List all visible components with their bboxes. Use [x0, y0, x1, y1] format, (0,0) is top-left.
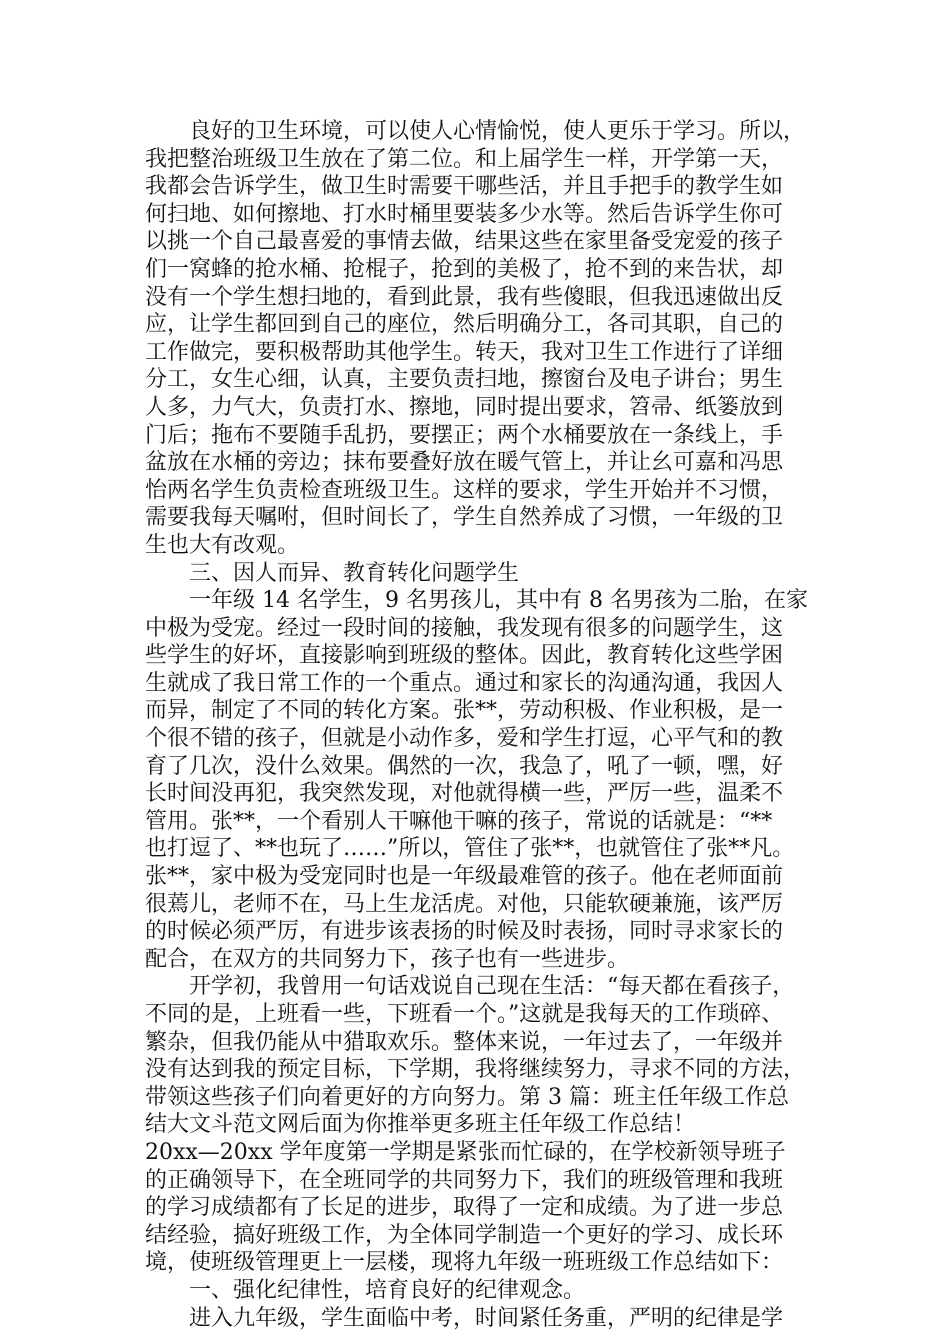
text-line: 结经验，搞好班级工作，为全体同学制造一个更好的学习、成长环: [145, 1222, 784, 1248]
text-line: 生也大有改观。: [145, 532, 300, 558]
text-line: 我都会告诉学生，做卫生时需要干哪些活，并且手把手的教学生如: [145, 174, 784, 200]
text-line: 良好的卫生环境，可以使人心情愉悦，使人更乐于学习。所以，: [145, 119, 806, 144]
text-line: 结大文斗范文网后面为你推举更多班主任年级工作总结！: [145, 1112, 696, 1138]
text-line: 我把整治班级卫生放在了第二位。和上届学生一样，开学第一天，: [145, 146, 784, 172]
text-line: 盆放在水桶的旁边；抹布要叠好放在暖气管上，并让幺可嘉和冯思: [145, 450, 784, 476]
text-line: 工作做完，要积极帮助其他学生。转天，我对卫生工作进行了详细: [145, 339, 784, 365]
text-line: 张**，家中极为受宠同时也是一年级最难管的孩子。他在老师面前: [145, 864, 784, 890]
text-line: 没有一个学生想扫地的，看到此景，我有些傻眼，但我迅速做出反: [145, 284, 784, 310]
text-line: 分工，女生心细，认真，主要负责扫地，擦窗台及电子讲台；男生: [145, 367, 784, 393]
text-line: 管用。张**，一个看别人干嘛他干嘛的孩子，常说的话就是：“**: [145, 808, 773, 834]
text-line: 何扫地、如何擦地、打水时桶里要装多少水等。然后告诉学生你可: [145, 201, 784, 227]
section-heading: 一、强化纪律性，培育良好的纪律观念。: [145, 1277, 586, 1303]
text-line: 一年级 14 名学生，9 名男孩儿，其中有 8 名男孩为二胎，在家: [145, 588, 808, 614]
text-line: 门后；拖布不要随手乱扔，要摆正；两个水桶要放在一条线上，手: [145, 422, 784, 448]
text-line: 配合，在双方的共同努力下，孩子也有一些进步。: [145, 946, 630, 972]
text-line: 长时间没再犯，我突然发现，对他就得横一些，严厉一些，温柔不: [145, 781, 784, 807]
text-line: 而异，制定了不同的转化方案。张**，劳动积极、作业积极，是一: [145, 698, 784, 724]
text-line: 应，让学生都回到自己的座位，然后明确分工，各司其职，自己的: [145, 312, 784, 338]
text-line: 怡两名学生负责检查班级卫生。这样的要求，学生开始并不习惯，: [145, 477, 784, 503]
text-line: 中极为受宠。经过一段时间的接触，我发现有很多的问题学生，这: [145, 615, 784, 641]
text-line: 的时候必须严厉，有进步该表扬的时候及时表扬，同时寻求家长的: [145, 919, 784, 945]
text-line: 没有达到我的预定目标，下学期，我将继续努力，寻求不同的方法，: [145, 1057, 806, 1083]
text-line: 以挑一个自己最喜爱的事情去做，结果这些在家里备受宠爱的孩子: [145, 229, 784, 255]
document-body: [145, 118, 835, 1332]
section-heading: 三、因人而异、教育转化问题学生: [145, 560, 520, 586]
text-line: 20xx—20xx 学年度第一学期是紧张而忙碌的，在学校新领导班子: [145, 1139, 786, 1165]
text-line: 些学生的好坏，直接影响到班级的整体。因此，教育转化这些学困: [145, 643, 784, 669]
text-line: 个很不错的孩子，但就是小动作多，爱和学生打逗，心平气和的教: [145, 726, 784, 752]
text-line: 生就成了我日常工作的一个重点。通过和家长的沟通沟通，我因人: [145, 670, 784, 696]
text-line: 境，使班级管理更上一层楼，现将九年级一班班级工作总结如下：: [145, 1250, 784, 1276]
text-line: 很蔫儿，老师不在，马上生龙活虎。对他，只能软硬兼施，该严厉: [145, 891, 784, 917]
text-line: 的正确领导下，在全班同学的共同努力下，我们的班级管理和我班: [145, 1167, 784, 1193]
text-line: 们一窝蜂的抢水桶、抢棍子，抢到的美极了，抢不到的来告状，却: [145, 256, 784, 282]
text-line: 育了几次，没什么效果。偶然的一次，我急了，吼了一顿，嘿，好: [145, 753, 784, 779]
text-line: 的学习成绩都有了长足的进步，取得了一定和成绩。为了进一步总: [145, 1195, 784, 1221]
text-line: 带领这些孩子们向着更好的方向努力。第 3 篇：班主任年级工作总: [145, 1084, 789, 1110]
text-line: 不同的是，上班看一些，下班看一个。”这就是我每天的工作琐碎、: [145, 1002, 784, 1027]
text-line: 也打逗了、**也玩了……”所以，管住了张**，也就管住了张**凡。: [145, 836, 795, 862]
text-line: 开学初，我曾用一句话戏说自己现在生活：“每天都在看孩子，: [145, 974, 795, 1000]
text-line: 繁杂，但我仍能从中猎取欢乐。整体来说，一年过去了，一年级并: [145, 1029, 784, 1055]
text-line: 进入九年级，学生面临中考，时间紧任务重，严明的纪律是学: [145, 1305, 784, 1331]
text-line: 需要我每天嘱咐，但时间长了，学生自然养成了习惯，一年级的卫: [145, 505, 784, 531]
text-line: 人多，力气大，负责打水、擦地，同时提出要求，笤帚、纸篓放到: [145, 394, 784, 420]
